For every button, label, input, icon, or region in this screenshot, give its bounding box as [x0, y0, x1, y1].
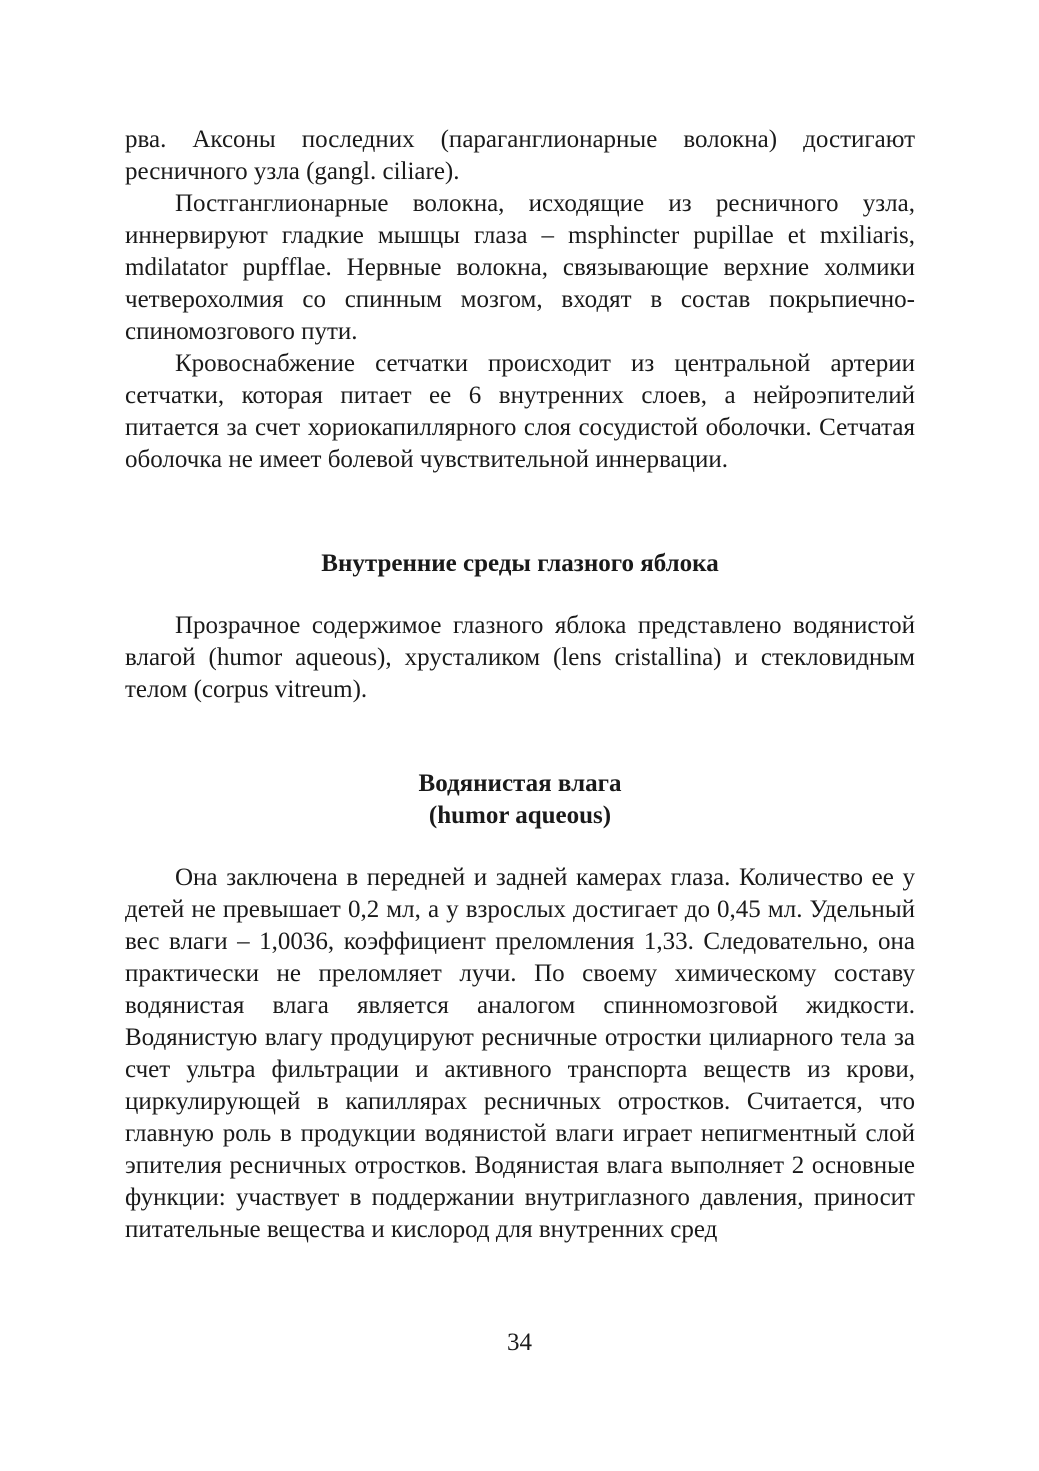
page-number: 34 — [507, 1329, 532, 1356]
paragraph-transparent-contents: Прозрачное содержимое глазного яблока представлено водянистой влагой (humor aqueous), хрусталиком (lens cristallina) и стекловидным телом (corpus vitreum). — [125, 612, 915, 703]
paragraph-retina-blood-supply: Кровоснабжение сетчатки происходит из центральной артерии сетчатки, которая питает ее 6 внутренних слоев, а нейроэпителий питается за счет хориокапиллярного слоя сосудистой оболочки. Сетчатая оболочка не имеет болевой чувствительной иннервации. — [125, 350, 915, 473]
heading-aqueous-title: Водянистая влага — [418, 770, 622, 797]
page-body — [125, 124, 915, 1246]
paragraph-continuation: рва. Аксоны последних (параганглионарные волокна) достигают ресничного узла (gangl. ciliare). — [125, 126, 915, 185]
heading-aqueous-latin: (humor aqueous) — [428, 802, 612, 829]
paragraph-aqueous-humor: Она заключена в передней и задней камерах глаза. Количество ее у детей не превышает 0,2 мл, а у взрослых достигает до 0,45 мл. Удельный вес влаги – 1,0036, коэффициент преломления 1,33. Следовательно, она практически не преломляет лучи. По своему химическому составу водянистая влага является аналогом спинномозговой жидкости. Водянистую влагу продуцируют ресничные отростки цилиарного тела за счет ультра фильтрации и активного транспорта веществ из крови, циркулирующей в капиллярах ресничных отростков. Считается, что главную роль в продукции водянистой влаги играет непигментный слой эпителия ресничных отростков. Водянистая влага выполняет 2 основные функции: участвует в поддержании внутриглазного давления, приносит питательные вещества и кислород для внутренних сред — [125, 864, 915, 1243]
heading-aqueous-humor — [125, 768, 915, 832]
heading-internal-media: Внутренние среды глазного яблока — [321, 550, 719, 577]
paragraph-postganglionic-fibers: Постганглионарные волокна, исходящие из ресничного узла, иннервируют гладкие мышцы глаза – msphincter pupillae et mxiliaris, mdilatator pupfflae. Нервные волокна, связывающие верхние холмики четверохолмия со спинным мозгом, входят в состав покрьпиечно-спиномозгового пути. — [125, 190, 915, 345]
